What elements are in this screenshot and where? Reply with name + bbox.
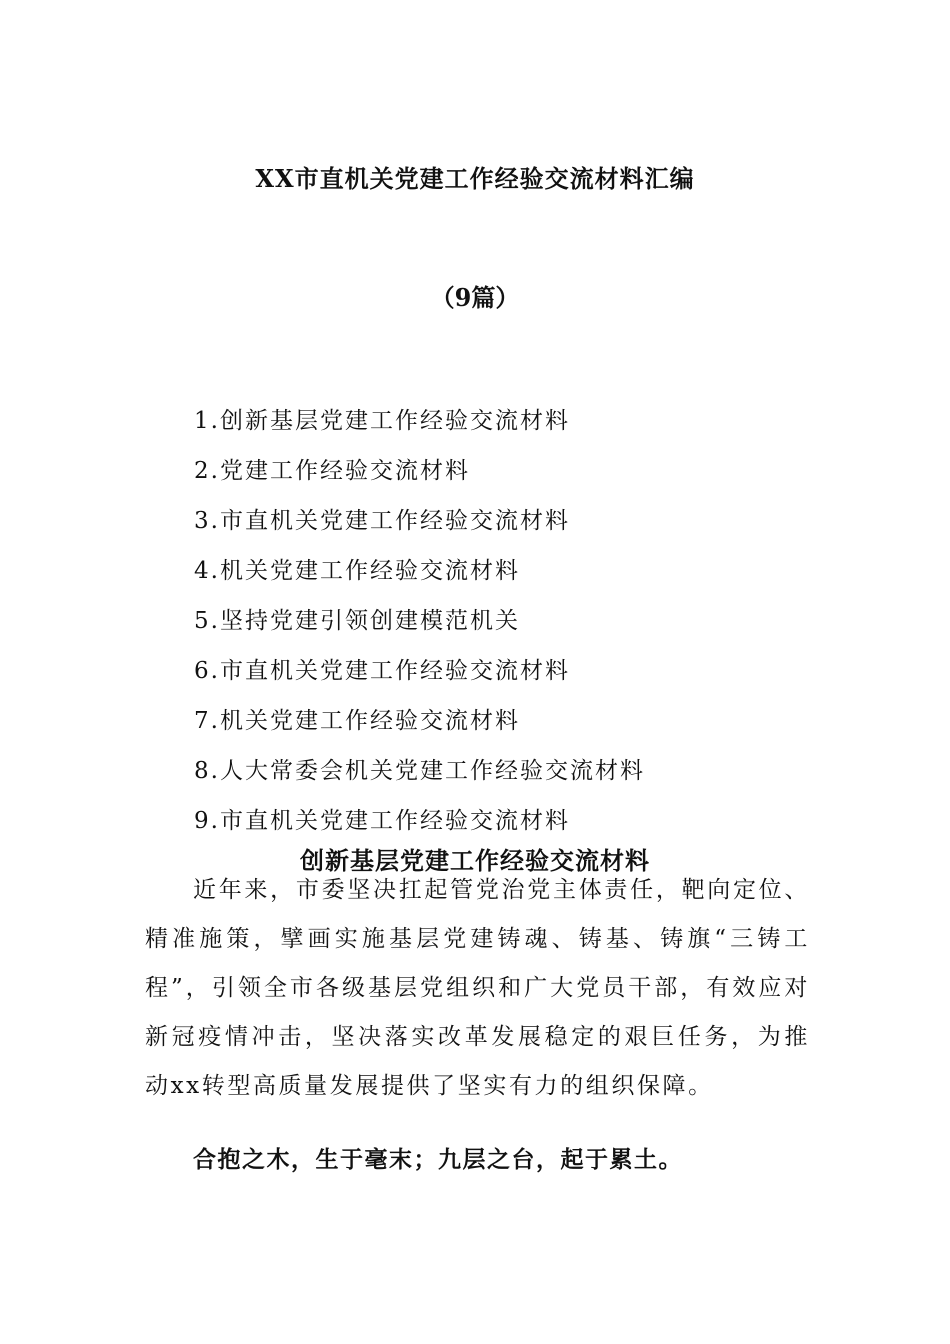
emphasis-paragraph: 合抱之木，生于毫末；九层之台，起于累土。 <box>193 1146 683 1173</box>
document-subtitle: （9篇） <box>430 283 520 312</box>
toc-item: 4.机关党建工作经验交流材料 <box>194 558 520 584</box>
toc-item: 6.市直机关党建工作经验交流材料 <box>194 658 570 684</box>
toc-item: 9.市直机关党建工作经验交流材料 <box>194 808 570 834</box>
toc-item: 2.党建工作经验交流材料 <box>194 458 470 484</box>
toc-item: 5.坚持党建引领创建模范机关 <box>194 608 520 634</box>
body-paragraph: 近年来，市委坚决扛起管党治党主体责任，靶向定位、精准施策，擘画实施基层党建铸魂、铸基、铸旗“三铸工程”，引领全市各级基层党组织和广大党员干部，有效应对新冠疫情冲击，坚决落实改革发展稳定的艰巨任务，为推动xx转型高质量发展提供了坚实有力的组织保障。 <box>145 877 810 1099</box>
toc-item: 1.创新基层党建工作经验交流材料 <box>194 408 570 434</box>
document-title: XX市直机关党建工作经验交流材料汇编 <box>255 164 695 193</box>
section-title: 创新基层党建工作经验交流材料 <box>300 846 650 875</box>
toc-item: 3.市直机关党建工作经验交流材料 <box>194 508 570 534</box>
toc-item: 7.机关党建工作经验交流材料 <box>194 708 520 734</box>
table-of-contents <box>194 396 645 846</box>
toc-item: 8.人大常委会机关党建工作经验交流材料 <box>194 758 645 784</box>
